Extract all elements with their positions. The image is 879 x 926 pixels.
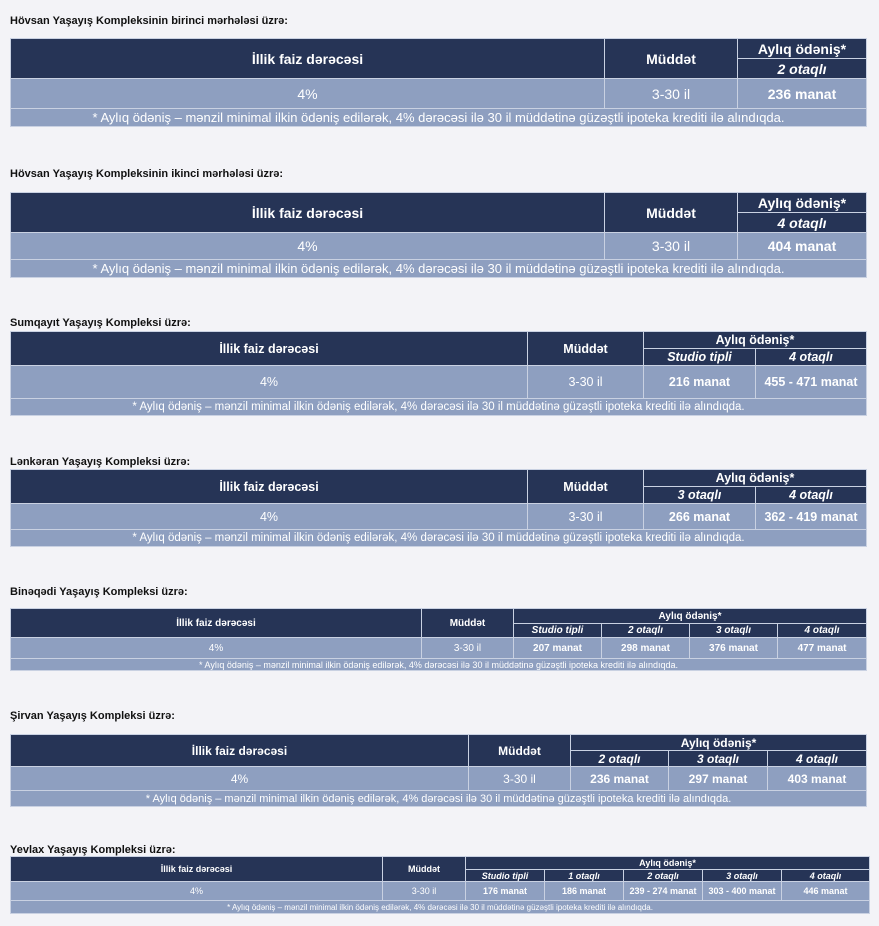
- amount-value: 477 manat: [778, 638, 867, 659]
- monthly-header: Aylıq ödəniş*: [738, 39, 867, 59]
- amount-value: 455 - 471 manat: [756, 366, 867, 399]
- type-header: 2 otaqlı: [624, 870, 703, 882]
- rate-table-hovsan-1: [10, 38, 867, 127]
- term-value: 3-30 il: [383, 882, 466, 901]
- term-value: 3-30 il: [469, 767, 571, 791]
- rate-value: 4%: [11, 767, 469, 791]
- section-title-bineqedi: Binəqədi Yaşayış Kompleksi üzrə:: [10, 586, 188, 598]
- monthly-header: Aylıq ödəniş*: [644, 470, 867, 487]
- footnote: * Aylıq ödəniş – mənzil minimal ilkin ödəniş edilərək, 4% dərəcəsi ilə 30 il müddətinə güzəştli ipoteka krediti ilə alındıqda.: [11, 659, 867, 671]
- type-header: 2 otaqlı: [738, 59, 867, 79]
- term-header: Müddət: [528, 332, 644, 366]
- type-header: 3 otaqlı: [669, 751, 768, 767]
- type-header: 2 otaqlı: [602, 624, 690, 638]
- rate-value: 4%: [11, 638, 422, 659]
- term-value: 3-30 il: [605, 233, 738, 260]
- monthly-header: Aylıq ödəniş*: [738, 193, 867, 213]
- rate-table-lenkeran: [10, 469, 867, 547]
- rate-table-shirvan: [10, 734, 867, 807]
- type-header: Studio tipli: [514, 624, 602, 638]
- amount-value: 266 manat: [644, 504, 756, 530]
- section-title-sumqayit: Sumqayıt Yaşayış Kompleksi üzrə:: [10, 317, 191, 329]
- term-header: Müddət: [605, 39, 738, 79]
- rate-value: 4%: [11, 79, 605, 109]
- rate-value: 4%: [11, 366, 528, 399]
- term-header: Müddət: [605, 193, 738, 233]
- amount-value: 446 manat: [782, 882, 870, 901]
- footnote: * Aylıq ödəniş – mənzil minimal ilkin ödəniş edilərək, 4% dərəcəsi ilə 30 il müddətinə güzəştli ipoteka krediti ilə alındıqda.: [11, 399, 867, 416]
- amount-value: 236 manat: [738, 79, 867, 109]
- monthly-header: Aylıq ödəniş*: [514, 609, 867, 624]
- amount-value: 186 manat: [545, 882, 624, 901]
- rate-header: İllik faiz dərəcəsi: [11, 857, 383, 882]
- footnote: * Aylıq ödəniş – mənzil minimal ilkin ödəniş edilərək, 4% dərəcəsi ilə 30 il müddətinə güzəştli ipoteka krediti ilə alındıqda.: [11, 901, 870, 914]
- type-header: Studio tipli: [466, 870, 545, 882]
- type-header: 3 otaqlı: [644, 487, 756, 504]
- rate-header: İllik faiz dərəcəsi: [11, 332, 528, 366]
- term-value: 3-30 il: [422, 638, 514, 659]
- type-header: 2 otaqlı: [571, 751, 669, 767]
- rate-table-bineqedi: [10, 608, 867, 671]
- amount-value: 236 manat: [571, 767, 669, 791]
- term-header: Müddət: [528, 470, 644, 504]
- term-value: 3-30 il: [605, 79, 738, 109]
- type-header: 4 otaqlı: [782, 870, 870, 882]
- type-header: 4 otaqlı: [756, 349, 867, 366]
- amount-value: 207 manat: [514, 638, 602, 659]
- section-title-lenkeran: Lənkəran Yaşayış Kompleksi üzrə:: [10, 456, 191, 468]
- amount-value: 216 manat: [644, 366, 756, 399]
- rate-value: 4%: [11, 504, 528, 530]
- amount-value: 303 - 400 manat: [703, 882, 782, 901]
- rate-value: 4%: [11, 882, 383, 901]
- amount-value: 362 - 419 manat: [756, 504, 867, 530]
- footnote: * Aylıq ödəniş – mənzil minimal ilkin ödəniş edilərək, 4% dərəcəsi ilə 30 il müddətinə güzəştli ipoteka krediti ilə alındıqda.: [11, 530, 867, 547]
- monthly-header: Aylıq ödəniş*: [571, 735, 867, 751]
- rate-table-sumqayit: [10, 331, 867, 416]
- type-header: 4 otaqlı: [778, 624, 867, 638]
- rate-header: İllik faiz dərəcəsi: [11, 39, 605, 79]
- rate-table-yevlax: [10, 856, 870, 914]
- rate-header: İllik faiz dərəcəsi: [11, 735, 469, 767]
- type-header: 4 otaqlı: [756, 487, 867, 504]
- footnote: * Aylıq ödəniş – mənzil minimal ilkin ödəniş edilərək, 4% dərəcəsi ilə 30 il müddətinə güzəştli ipoteka krediti ilə alındıqda.: [11, 109, 867, 127]
- rate-header: İllik faiz dərəcəsi: [11, 193, 605, 233]
- rate-header: İllik faiz dərəcəsi: [11, 609, 422, 638]
- monthly-header: Aylıq ödəniş*: [644, 332, 867, 349]
- footnote: * Aylıq ödəniş – mənzil minimal ilkin ödəniş edilərək, 4% dərəcəsi ilə 30 il müddətinə güzəştli ipoteka krediti ilə alındıqda.: [11, 260, 867, 278]
- term-header: Müddət: [422, 609, 514, 638]
- rate-value: 4%: [11, 233, 605, 260]
- term-header: Müddət: [469, 735, 571, 767]
- rate-table-hovsan-2: [10, 192, 867, 278]
- term-value: 3-30 il: [528, 366, 644, 399]
- section-title-shirvan: Şirvan Yaşayış Kompleksi üzrə:: [10, 710, 175, 722]
- footnote: * Aylıq ödəniş – mənzil minimal ilkin ödəniş edilərək, 4% dərəcəsi ilə 30 il müddətinə güzəştli ipoteka krediti ilə alındıqda.: [11, 791, 867, 807]
- amount-value: 403 manat: [768, 767, 867, 791]
- type-header: 4 otaqlı: [738, 213, 867, 233]
- amount-value: 376 manat: [690, 638, 778, 659]
- term-header: Müddət: [383, 857, 466, 882]
- section-title-hovsan-2: Hövsan Yaşayış Kompleksinin ikinci mərhələsi üzrə:: [10, 168, 284, 180]
- monthly-header: Aylıq ödəniş*: [466, 857, 870, 870]
- rate-header: İllik faiz dərəcəsi: [11, 470, 528, 504]
- section-title-hovsan-1: Hövsan Yaşayış Kompleksinin birinci mərhələsi üzrə:: [10, 15, 288, 27]
- type-header: 3 otaqlı: [690, 624, 778, 638]
- type-header: Studio tipli: [644, 349, 756, 366]
- section-title-yevlax: Yevlax Yaşayış Kompleksi üzrə:: [10, 844, 176, 856]
- type-header: 3 otaqlı: [703, 870, 782, 882]
- amount-value: 404 manat: [738, 233, 867, 260]
- amount-value: 298 manat: [602, 638, 690, 659]
- term-value: 3-30 il: [528, 504, 644, 530]
- amount-value: 297 manat: [669, 767, 768, 791]
- amount-value: 176 manat: [466, 882, 545, 901]
- type-header: 4 otaqlı: [768, 751, 867, 767]
- type-header: 1 otaqlı: [545, 870, 624, 882]
- amount-value: 239 - 274 manat: [624, 882, 703, 901]
